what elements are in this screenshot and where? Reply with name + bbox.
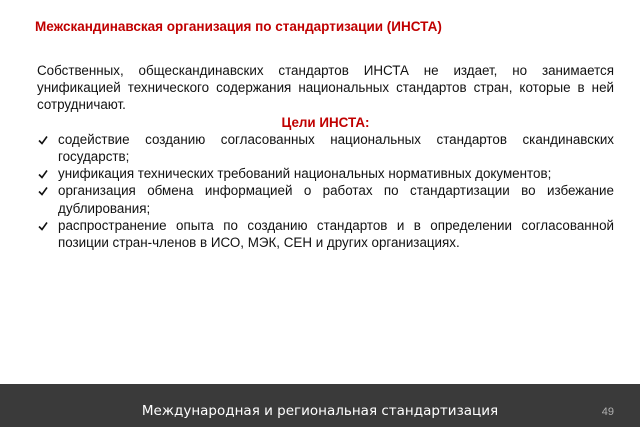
goals-heading: Цели ИНСТА: [281,114,370,130]
goal-text: распространение опыта по созданию стандартов и в определении согласованной позиции стран-членов в ИСО, МЭК, СЕН и других организациях. [58,217,614,251]
footer-title: Международная и региональная стандартизация [141,403,499,419]
slide-title: Межскандинавская организация по стандартизации (ИНСТА) [35,19,442,34]
goal-text: содействие созданию согласованных национальных стандартов скандинавских государств; [58,131,614,165]
goal-text: организация обмена информацией о работах по стандартизации во избежание дублирования; [58,183,614,216]
slide-content [37,62,614,251]
goal-item [37,165,614,182]
goal-item [37,182,614,216]
goals-list [37,131,614,251]
goal-item [37,131,614,165]
footer-bar [0,384,640,427]
check-arrow-icon [38,169,48,179]
check-arrow-icon [38,186,48,196]
goal-item [37,217,614,251]
check-arrow-icon [38,135,48,145]
goal-text: унификация технических требований национальных нормативных документов; [58,166,552,182]
check-arrow-icon [38,221,48,231]
page-number: 49 [601,406,614,418]
intro-paragraph: Собственных, общескандинавских стандартов ИНСТА не издает, но занимается унификацией технического содержания национальных стандартов стран, которые в ней сотрудничают. [37,63,614,113]
